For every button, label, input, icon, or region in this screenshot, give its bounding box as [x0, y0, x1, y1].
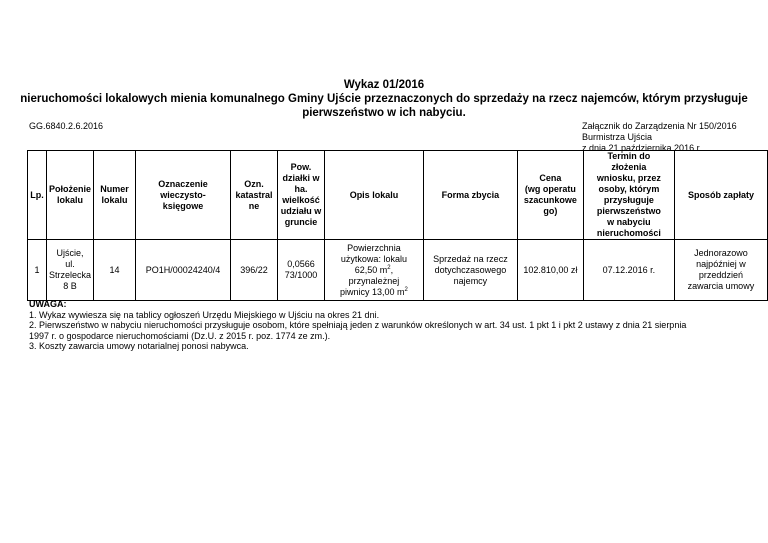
- header-forma: Forma zbycia: [423, 151, 517, 240]
- document-subtitle-line-1: nieruchomości lokalowych mienia komunalnego Gminy Ujście przeznaczonych do sprzedaży na rzecz najemców, którym przysługuje: [20, 93, 748, 105]
- note-2-line-1: 2. Pierwszeństwo w nabyciu nieruchomości przysługuje osobom, które spełniają jeden z warunków określonych w art. 34 ust. 1 pkt 1 i pkt 2 ustawy z dnia 21 sierpnia: [29, 320, 687, 330]
- note-1: 1. Wykaz wywiesza się na tablicy ogłoszeń Urzędu Miejskiego w Ujściu na okres 21 dni.: [29, 309, 380, 320]
- cell-oznaczenie: PO1H/00024240/4: [136, 240, 231, 301]
- annex-line-2: Burmistrza Ujścia: [582, 132, 653, 142]
- header-cena: Cena (wg operatu szacunkowe go): [517, 151, 583, 240]
- cell-lp: 1: [28, 240, 47, 301]
- document-subtitle-line-2: pierwszeństwo w ich nabyciu.: [302, 107, 466, 119]
- cell-ozn-katastralne: 396/22: [230, 240, 277, 301]
- note-3: 3. Koszty zawarcia umowy notarialnej ponosi nabywca.: [29, 341, 249, 351]
- table-header-row: [28, 151, 768, 240]
- property-table: [27, 150, 768, 301]
- notes-heading: UWAGA:: [29, 299, 67, 309]
- cell-polozenie: Ujście, ul. Strzelecka 8 B: [46, 240, 93, 301]
- cell-forma: Sprzedaż na rzecz dotychczasowego najemcy: [423, 240, 517, 301]
- cell-numer: 14: [94, 240, 136, 301]
- annex-line-1: Załącznik do Zarządzenia Nr 150/2016: [582, 121, 737, 131]
- cell-termin: 07.12.2016 r.: [583, 240, 674, 301]
- header-numer: Numer lokalu: [94, 151, 136, 240]
- header-powierzchnia: Pow. działki w ha. wielkość udziału w gruncie: [277, 151, 324, 240]
- annex-line-3: z dnia 21 października 2016 r.: [582, 143, 702, 153]
- document-title-block: [0, 78, 768, 120]
- cell-sposob: Jednorazowo najpóźniej w przeddzień zawarcia umowy: [674, 240, 767, 301]
- table-row: [28, 240, 768, 301]
- header-ozn-katastralne: Ozn. katastral ne: [230, 151, 277, 240]
- header-oznaczenie: Oznaczenie wieczysto- księgowe: [136, 151, 231, 240]
- cell-powierzchnia: 0,0566 73/1000: [277, 240, 324, 301]
- reference-number: GG.6840.2.6.2016: [29, 121, 104, 131]
- header-polozenie: Położenie lokalu: [46, 151, 93, 240]
- note-2-line-2: 1997 r. o gospodarce nieruchomościami (Dz.U. z 2015 r. poz. 1774 ze zm.).: [29, 330, 331, 341]
- header-lp: Lp.: [28, 151, 47, 240]
- notes-section: [29, 299, 686, 352]
- header-sposob: Sposób zapłaty: [674, 151, 767, 240]
- cell-opis: Powierzchnia użytkowa: lokalu 62,50 $m^2$, przynależnej piwnicy 13,00 $m^2$: [324, 240, 423, 301]
- cell-cena: 102.810,00 zł: [517, 240, 583, 301]
- document-title: Wykaz 01/2016: [343, 79, 425, 91]
- header-opis: Opis lokalu: [324, 151, 423, 240]
- header-termin: Termin do złożenia wniosku, przez osoby, którym przysługuje pierwszeństwo w nabyciu nieruchomości: [583, 151, 674, 240]
